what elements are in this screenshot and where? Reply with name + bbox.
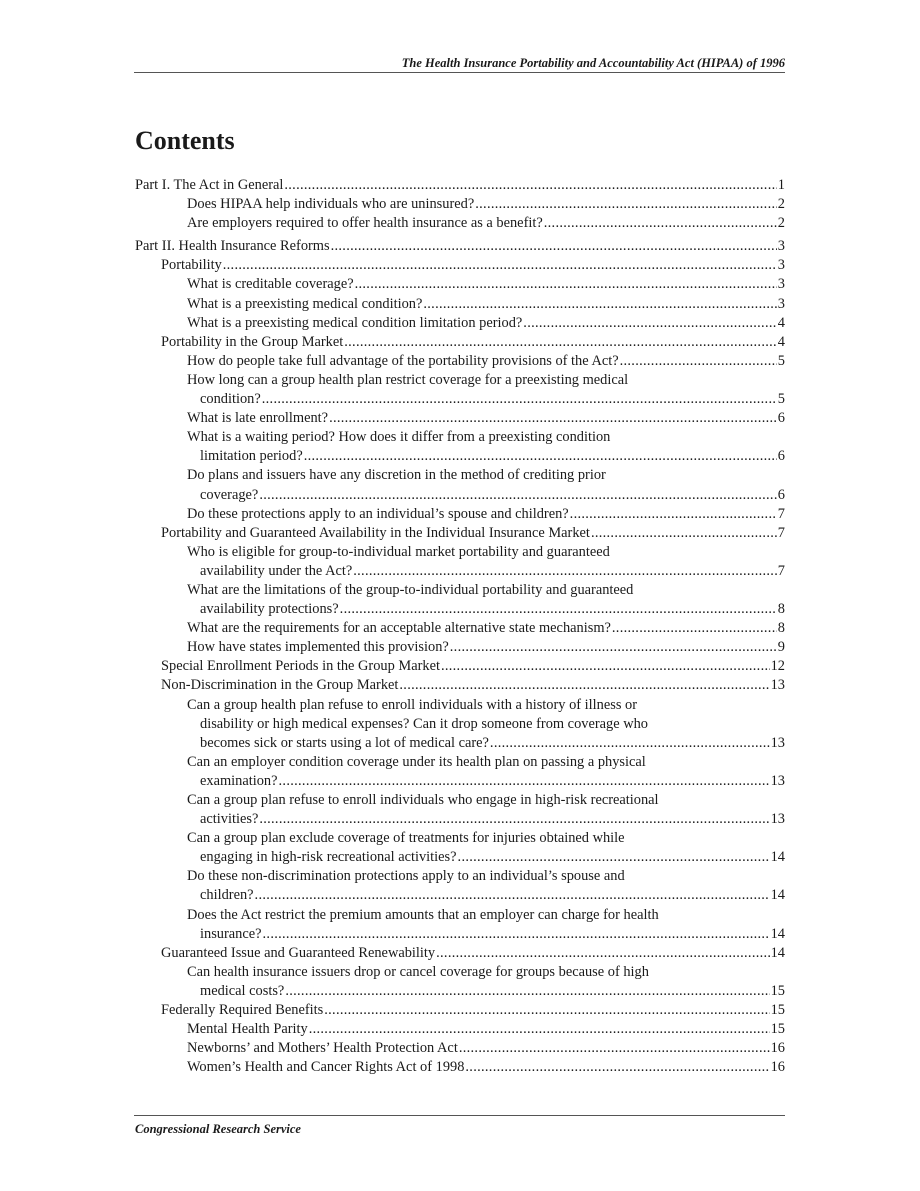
toc-entry-text: What are the limitations of the group-to-individual portability and guaranteed xyxy=(187,581,634,598)
toc-page-number: 4 xyxy=(777,314,785,331)
toc-entry-text: Do these protections apply to an individual’s spouse and children? xyxy=(187,505,569,522)
toc-entry-text: Can a group plan refuse to enroll individuals who engage in high-risk recreational xyxy=(187,792,659,808)
toc-entry-text: Who is eligible for group-to-individual market portability and guaranteed xyxy=(187,543,610,560)
dot-leader xyxy=(458,848,770,867)
toc-page-number: 8 xyxy=(777,620,785,637)
toc-entry-text: Can an employer condition coverage under its health plan on passing a physical xyxy=(187,753,646,770)
toc-entry[interactable] xyxy=(135,638,785,657)
dot-leader xyxy=(344,333,777,352)
toc-page-number: 6 xyxy=(777,448,785,465)
toc-page-number: 3 xyxy=(777,295,785,312)
toc-entry[interactable] xyxy=(135,505,785,524)
footer-publisher: Congressional Research Service xyxy=(135,1122,301,1136)
toc-entry-text: Do plans and issuers have any discretion in the method of crediting prior xyxy=(187,467,606,484)
toc-page-number: 7 xyxy=(777,505,785,522)
toc-page-number: 16 xyxy=(770,1040,785,1057)
dot-leader xyxy=(223,256,777,275)
toc-page-number: 2 xyxy=(777,215,785,232)
toc-entry[interactable] xyxy=(135,619,785,638)
footer-rule xyxy=(134,1115,785,1116)
toc-entry-text: condition? xyxy=(200,391,261,408)
toc-entry[interactable] xyxy=(135,466,785,504)
toc-entry-text: medical costs? xyxy=(200,982,285,999)
toc-entry-text: Do these non-discrimination protections apply to an individual’s spouse and xyxy=(187,868,625,885)
toc-entry[interactable] xyxy=(135,352,785,371)
toc-entry-text: Special Enrollment Periods in the Group Market xyxy=(161,658,440,675)
toc-page-number: 5 xyxy=(777,352,785,369)
toc-entry[interactable] xyxy=(135,176,785,195)
toc-entry-text: Portability in the Group Market xyxy=(161,333,344,350)
toc-page-number: 12 xyxy=(770,658,785,675)
dot-leader xyxy=(259,810,769,829)
toc-page-number: 13 xyxy=(770,677,785,694)
toc-page-number: 6 xyxy=(777,410,785,427)
toc-page-number: 14 xyxy=(770,925,785,942)
toc-entry[interactable] xyxy=(135,1039,785,1058)
toc-entry[interactable] xyxy=(135,696,785,753)
toc-entry[interactable] xyxy=(135,409,785,428)
header-rule xyxy=(134,72,785,73)
toc-page-number: 15 xyxy=(770,1002,785,1019)
toc-entry-text: Mental Health Parity xyxy=(187,1021,308,1038)
toc-page-number: 7 xyxy=(777,524,785,541)
toc-page-number: 13 xyxy=(770,811,785,828)
toc-entry[interactable] xyxy=(135,1020,785,1039)
toc-entry[interactable] xyxy=(135,676,785,695)
dot-leader xyxy=(262,390,777,409)
toc-page-number: 3 xyxy=(777,276,785,293)
toc-entry-text: Non-Discrimination in the Group Market xyxy=(161,677,399,694)
toc-page-number: 13 xyxy=(770,734,785,751)
dot-leader xyxy=(324,1001,769,1020)
toc-entry-text: What is a preexisting medical condition? xyxy=(187,295,423,312)
toc-page-number: 3 xyxy=(777,257,785,274)
toc-entry-text: What is a waiting period? How does it differ from a preexisting condition xyxy=(187,429,611,446)
toc-entry-text: What is late enrollment? xyxy=(187,410,329,427)
dot-leader xyxy=(284,176,776,195)
toc-entry[interactable] xyxy=(135,963,785,1001)
toc-entry[interactable] xyxy=(135,237,785,256)
toc-entry[interactable] xyxy=(135,944,785,963)
dot-leader xyxy=(570,505,777,524)
toc-entry[interactable] xyxy=(135,791,785,829)
toc-page-number: 14 xyxy=(770,887,785,904)
toc-page-number: 8 xyxy=(777,601,785,618)
toc-entry-text: Federally Required Benefits xyxy=(161,1002,324,1019)
toc-page-number: 6 xyxy=(777,486,785,503)
toc-entry[interactable] xyxy=(135,867,785,905)
dot-leader xyxy=(544,214,777,233)
toc-entry[interactable] xyxy=(135,1058,785,1077)
toc-entry-text: disability or high medical expenses? Can it drop someone from coverage who xyxy=(200,715,648,732)
dot-leader xyxy=(263,925,770,944)
dot-leader xyxy=(423,295,776,314)
toc-entry[interactable] xyxy=(135,275,785,294)
toc-entry[interactable] xyxy=(135,906,785,944)
dot-leader xyxy=(399,676,769,695)
dot-leader xyxy=(459,1039,770,1058)
dot-leader xyxy=(353,562,777,581)
toc-entry-text: Part I. The Act in General xyxy=(135,177,284,193)
dot-leader xyxy=(279,772,770,791)
toc-page-number: 3 xyxy=(777,238,785,255)
dot-leader xyxy=(450,638,777,657)
toc-entry-text: How do people take full advantage of the portability provisions of the Act? xyxy=(187,352,619,369)
toc-page-number: 14 xyxy=(770,849,785,866)
dot-leader xyxy=(612,619,777,638)
dot-leader xyxy=(475,195,777,214)
toc-entry-text: insurance? xyxy=(200,925,262,942)
toc-entry[interactable] xyxy=(135,195,785,214)
toc-entry[interactable] xyxy=(135,295,785,314)
toc-entry[interactable] xyxy=(135,428,785,466)
toc-entry-text: What is a preexisting medical condition limitation period? xyxy=(187,314,523,331)
toc-entry-text: examination? xyxy=(200,772,278,789)
dot-leader xyxy=(255,886,770,905)
toc-entry-text: How have states implemented this provision? xyxy=(187,639,449,656)
dot-leader xyxy=(304,447,777,466)
dot-leader xyxy=(591,524,777,543)
dot-leader xyxy=(309,1020,770,1039)
dot-leader xyxy=(436,944,769,963)
toc-entry-text: limitation period? xyxy=(200,448,303,465)
toc-entry[interactable] xyxy=(135,581,785,619)
toc-entry[interactable] xyxy=(135,753,785,791)
toc-entry-text: Women’s Health and Cancer Rights Act of 1998 xyxy=(187,1059,465,1076)
toc-entry-text: becomes sick or starts using a lot of medical care? xyxy=(200,734,489,751)
toc-entry[interactable] xyxy=(135,657,785,676)
toc-page-number: 1 xyxy=(777,177,785,193)
toc-page-number: 16 xyxy=(770,1059,785,1076)
dot-leader xyxy=(523,314,777,333)
toc-page-number: 15 xyxy=(770,1021,785,1038)
toc-entry-text: Can a group plan exclude coverage of treatments for injuries obtained while xyxy=(187,830,625,847)
toc-entry-text: What are the requirements for an acceptable alternative state mechanism? xyxy=(187,620,611,637)
dot-leader xyxy=(340,600,777,619)
toc-entry-text: Are employers required to offer health insurance as a benefit? xyxy=(187,215,543,232)
toc-page-number: 7 xyxy=(777,562,785,579)
toc-entry-text: Can health insurance issuers drop or cancel coverage for groups because of high xyxy=(187,963,649,980)
toc-entry-text: availability under the Act? xyxy=(200,562,353,579)
toc-entry-text: Guaranteed Issue and Guaranteed Renewability xyxy=(161,944,436,961)
toc-entry-text: children? xyxy=(200,887,254,904)
page-title: Contents xyxy=(135,126,235,155)
running-header: The Health Insurance Portability and Accountability Act (HIPAA) of 1996 xyxy=(401,56,785,70)
dot-leader xyxy=(465,1058,769,1077)
dot-leader xyxy=(355,275,777,294)
toc-entry-text: How long can a group health plan restrict coverage for a preexisting medical xyxy=(187,371,629,388)
toc-entry[interactable] xyxy=(135,524,785,543)
dot-leader xyxy=(441,657,770,676)
toc-entry-text: What is creditable coverage? xyxy=(187,276,354,293)
toc-entry[interactable] xyxy=(135,256,785,275)
dot-leader xyxy=(285,982,769,1001)
dot-leader xyxy=(329,409,777,428)
toc-entry[interactable] xyxy=(135,214,785,233)
toc-page-number: 2 xyxy=(777,196,785,213)
toc-entry[interactable] xyxy=(135,1001,785,1020)
toc-entry[interactable] xyxy=(135,543,785,581)
toc-entry[interactable] xyxy=(135,371,785,409)
toc-page-number: 9 xyxy=(777,639,785,656)
toc-entry[interactable] xyxy=(135,314,785,333)
toc-entry-text: Portability xyxy=(161,257,222,274)
toc-entry-text: coverage? xyxy=(200,486,259,503)
toc-page-number: 4 xyxy=(777,333,785,350)
toc-page-number: 14 xyxy=(770,944,785,961)
toc-entry[interactable] xyxy=(135,333,785,352)
dot-leader xyxy=(331,237,777,256)
toc-entry-text: Newborns’ and Mothers’ Health Protection Act xyxy=(187,1040,458,1057)
dot-leader xyxy=(620,352,777,371)
toc-entry-text: Part II. Health Insurance Reforms xyxy=(135,238,330,255)
toc-entry-text: activities? xyxy=(200,811,259,828)
toc-entry-text: Does HIPAA help individuals who are uninsured? xyxy=(187,196,475,213)
toc-entry[interactable] xyxy=(135,829,785,867)
dot-leader xyxy=(490,734,770,753)
toc-page-number: 15 xyxy=(770,982,785,999)
dot-leader xyxy=(259,486,776,505)
toc-page-number: 13 xyxy=(770,772,785,789)
toc-entry-text: Does the Act restrict the premium amounts that an employer can charge for health xyxy=(187,906,659,923)
table-of-contents xyxy=(135,176,785,1077)
toc-entry-text: Can a group health plan refuse to enroll individuals with a history of illness or xyxy=(187,696,638,713)
toc-entry-text: availability protections? xyxy=(200,601,339,618)
toc-page-number: 5 xyxy=(777,391,785,408)
toc-entry-text: Portability and Guaranteed Availability in the Individual Insurance Market xyxy=(161,524,590,541)
toc-entry-text: engaging in high-risk recreational activities? xyxy=(200,849,457,866)
